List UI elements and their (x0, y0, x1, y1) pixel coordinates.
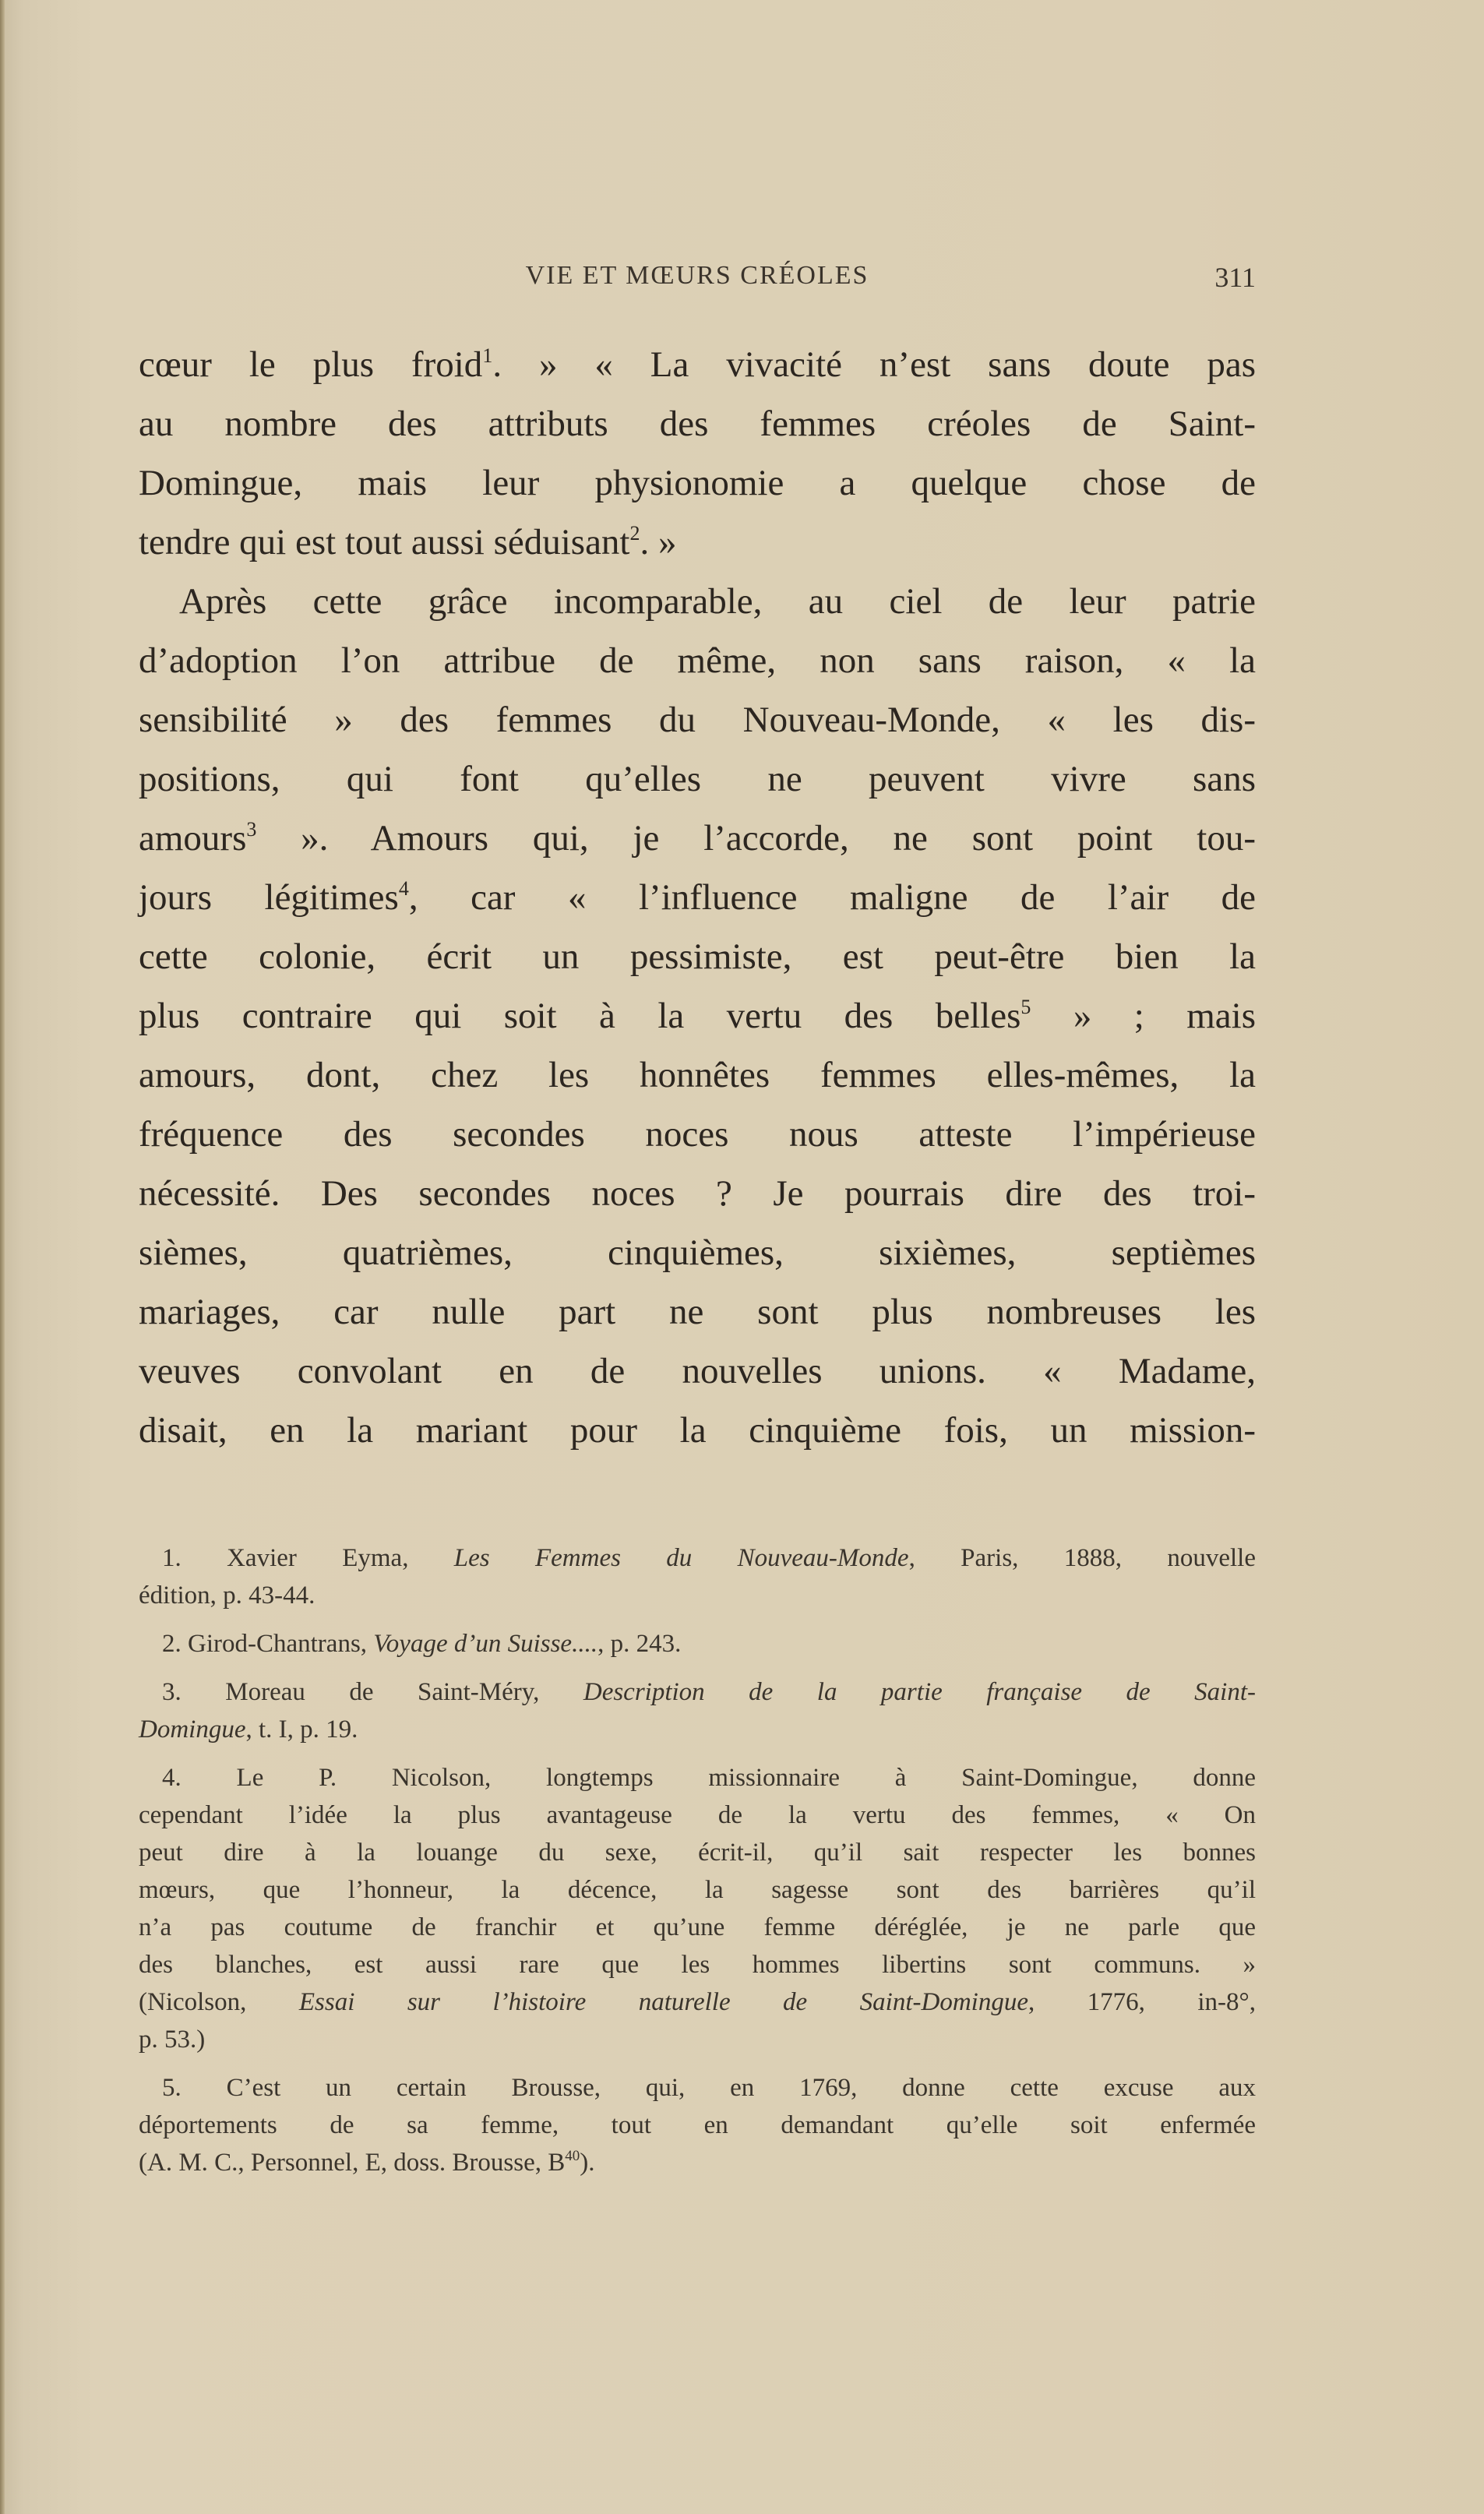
text-line: mariages, car nulle part ne sont plus nombreuses les (139, 1292, 1256, 1332)
footnote-3: 3. Moreau de Saint-Méry, Description de la partie française de Saint- Domingue, t. I, p. 19. (139, 1678, 1256, 1744)
text-line: au nombre des attributs des femmes créoles de Saint- (139, 404, 1256, 444)
footnote-ref[interactable]: 2 (629, 522, 640, 545)
binding-edge (0, 0, 5, 2514)
running-title: VIE ET MŒURS CRÉOLES (525, 261, 869, 290)
running-head (139, 261, 1256, 300)
footnote-5: 5. C’est un certain Brousse, qui, en 1769, donne cette excuse aux déportements de sa femme, tout en demandant qu’elle soit enfermée (A. M. C., Personnel, E, doss. Brousse, $B^{40}$). (139, 2074, 1256, 2177)
text-line: veuves convolant en de nouvelles unions. « Madame, (139, 1351, 1256, 1391)
footnote-2: 2. Girod-Chantrans, Voyage d’un Suisse...., p. 243. (162, 1630, 682, 1658)
footnote-1: 1. Xavier Eyma, Les Femmes du Nouveau-Monde, Paris, 1888, nouvelle édition, p. 43-44. (139, 1544, 1256, 1610)
text-line: tendre qui est tout aussi séduisant$^2$. » (139, 522, 677, 562)
text-line: cœur le plus froid$^1$. » « La vivacité n’est sans doute pas (139, 344, 1257, 385)
text-line: amours, dont, chez les honnêtes femmes elles-mêmes, la (139, 1055, 1256, 1095)
footnote-4: 4. Le P. Nicolson, longtemps missionnaire à Saint-Domingue, donne cependant l’idée la plus avantageuse de la vertu des femmes, « On peut dire à la louange du sexe, écrit-il, qu’il sait respecter les bonnes mœurs, que l’honneur, la décence, la sagesse sont des barrières qu’il n’a pas coutume de franchir et qu’une femme déréglée, je ne parle que des blanches, est aussi rare que les hommes libertins sont communs. » (Nicolson, Essai sur l’histoire naturelle de Saint-Domingue, 1776, in-8°, p. 53.) (139, 1764, 1256, 2054)
text-line: Domingue, mais leur physionomie a quelque chose de (139, 463, 1256, 503)
footnote-ref[interactable]: 4 (398, 877, 409, 900)
footnote-ref[interactable]: 3 (246, 818, 257, 841)
text-line: fréquence des secondes noces nous atteste l’impérieuse (139, 1114, 1256, 1155)
footnotes (139, 1539, 1256, 2192)
text-line: plus contraire qui soit à la vertu des belles$^5$ » ; mais (139, 996, 1257, 1036)
text-line: disait, en la mariant pour la cinquième fois, un mission- (139, 1410, 1256, 1451)
text-line: jours légitimes$^4$, car « l’influence maligne de l’air de (139, 877, 1256, 918)
work-title: Essai sur l’histoire naturelle de Saint-Domingue (298, 1988, 1028, 2016)
page-number: 311 (1214, 262, 1256, 293)
text-line-paragraph-start: Après cette grâce incomparable, au ciel de leur patrie (179, 581, 1256, 622)
work-title: Voyage d’un Suisse.... (373, 1630, 598, 1658)
footnote-ref[interactable]: 5 (1020, 996, 1031, 1018)
footnote-ref[interactable]: 1 (482, 344, 493, 367)
work-title: Les Femmes du Nouveau-Monde (453, 1544, 909, 1572)
text-line: sensibilité » des femmes du Nouveau-Monde, « les dis- (139, 700, 1256, 740)
text-line: amours$^3$ ». Amours qui, je l’accorde, ne sont point tou- (139, 818, 1256, 859)
body-text (139, 335, 1256, 1460)
text-line: sièmes, quatrièmes, cinquièmes, sixièmes, septièmes (139, 1232, 1256, 1273)
work-title: Description de la partie française de Saint- (583, 1678, 1256, 1706)
text-line: nécessité. Des secondes noces ? Je pourrais dire des troi- (139, 1173, 1256, 1214)
text-line: cette colonie, écrit un pessimiste, est peut-être bien la (139, 936, 1256, 977)
text-line: d’adoption l’on attribue de même, non sans raison, « la (139, 640, 1256, 681)
text-line: positions, qui font qu’elles ne peuvent vivre sans (139, 759, 1256, 799)
work-title: Domingue (139, 1715, 246, 1744)
